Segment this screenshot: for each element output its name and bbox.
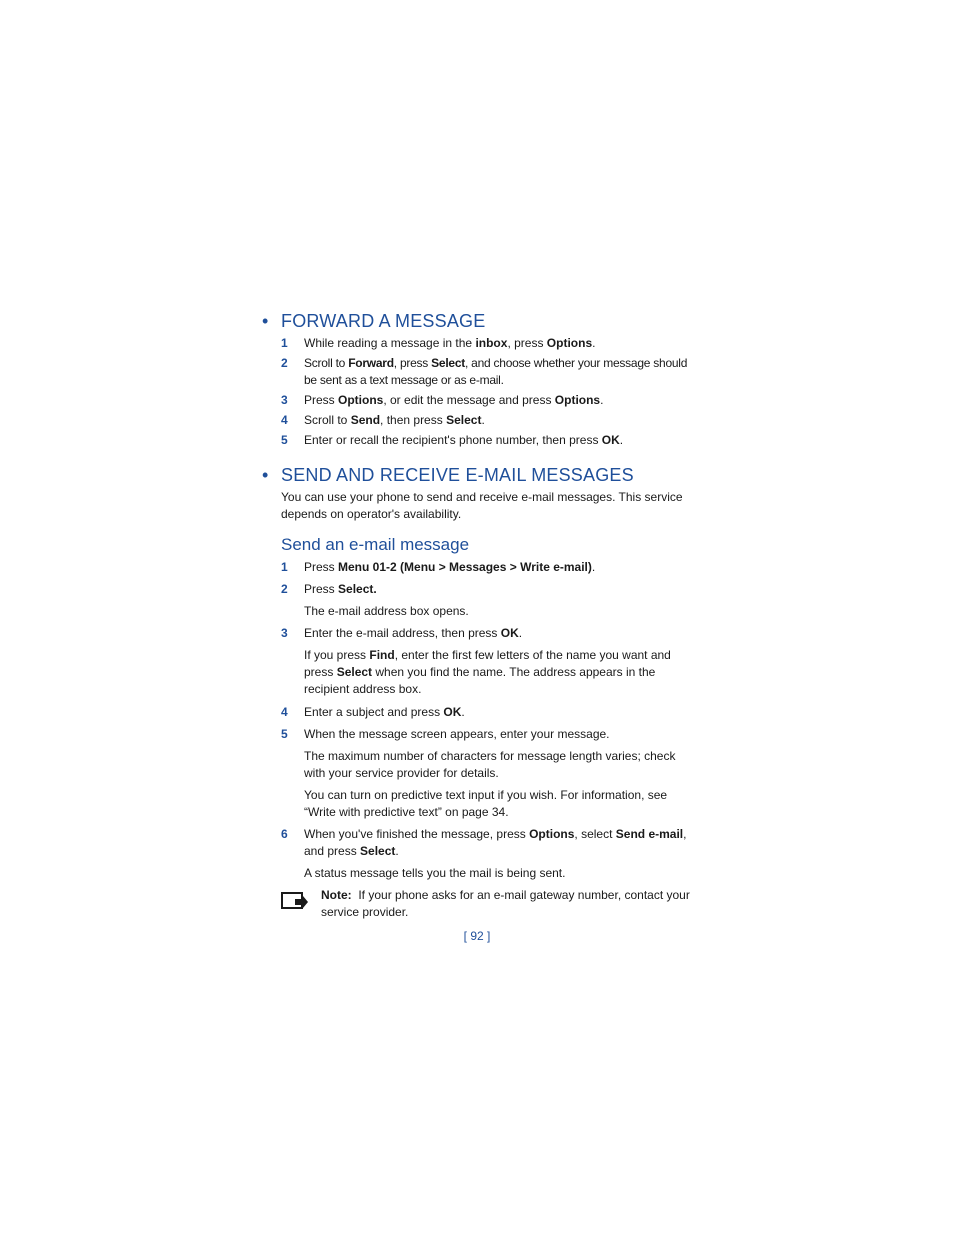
list-item: 6 When you've finished the message, press Options, select Send e-mail, and press Select.	[281, 827, 687, 858]
note-text: If your phone asks for an e-mail gateway number, contact your service provider.	[321, 888, 690, 919]
subsection-title: Send an e-mail message	[281, 535, 470, 554]
list-item: 2 Press Select.	[281, 582, 377, 596]
email-steps	[262, 559, 692, 882]
list-item: 4 Scroll to Send, then press Select.	[281, 413, 485, 427]
list-item: 4 Enter a subject and press OK.	[281, 705, 465, 719]
forward-steps	[262, 335, 692, 449]
list-item: 1 While reading a message in the inbox, press Options.	[281, 336, 596, 350]
list-item: 5 When the message screen appears, enter your message.	[281, 727, 610, 741]
section-email-title: • SEND AND RECEIVE E-MAIL MESSAGES	[262, 465, 634, 485]
step-note: The maximum number of characters for message length varies; check with your service provider for details.	[304, 749, 676, 780]
page-number: [ 92 ]	[463, 929, 491, 943]
section-email-intro: You can use your phone to send and receive e-mail messages. This service depends on operator's availability.	[281, 490, 683, 521]
step-note: You can turn on predictive text input if you wish. For information, see “Write with predictive text” on page 34.	[304, 788, 668, 819]
note-label: Note:	[321, 888, 352, 902]
note-pencil-icon	[281, 887, 321, 921]
list-item: 1 Press Menu 01-2 (Menu > Messages > Write e-mail).	[281, 560, 596, 574]
section-forward-title: • FORWARD A MESSAGE	[262, 311, 486, 331]
list-item: 3 Enter the e-mail address, then press OK.	[281, 626, 523, 640]
page-content	[262, 309, 692, 921]
list-item: 5 Enter or recall the recipient's phone number, then press OK.	[281, 433, 624, 447]
note-box	[281, 887, 692, 921]
list-item: 2 Scroll to Forward, press Select, and choose whether your message should be sent as a text message or as e-mail.	[281, 356, 688, 387]
step-note: A status message tells you the mail is being sent.	[304, 866, 566, 880]
step-note: The e-mail address box opens.	[304, 604, 469, 618]
step-note: If you press Find, enter the first few letters of the name you want and press Select when you find the name. The address appears in the recipient address box.	[304, 648, 671, 696]
list-item: 3 Press Options, or edit the message and press Options.	[281, 393, 604, 407]
